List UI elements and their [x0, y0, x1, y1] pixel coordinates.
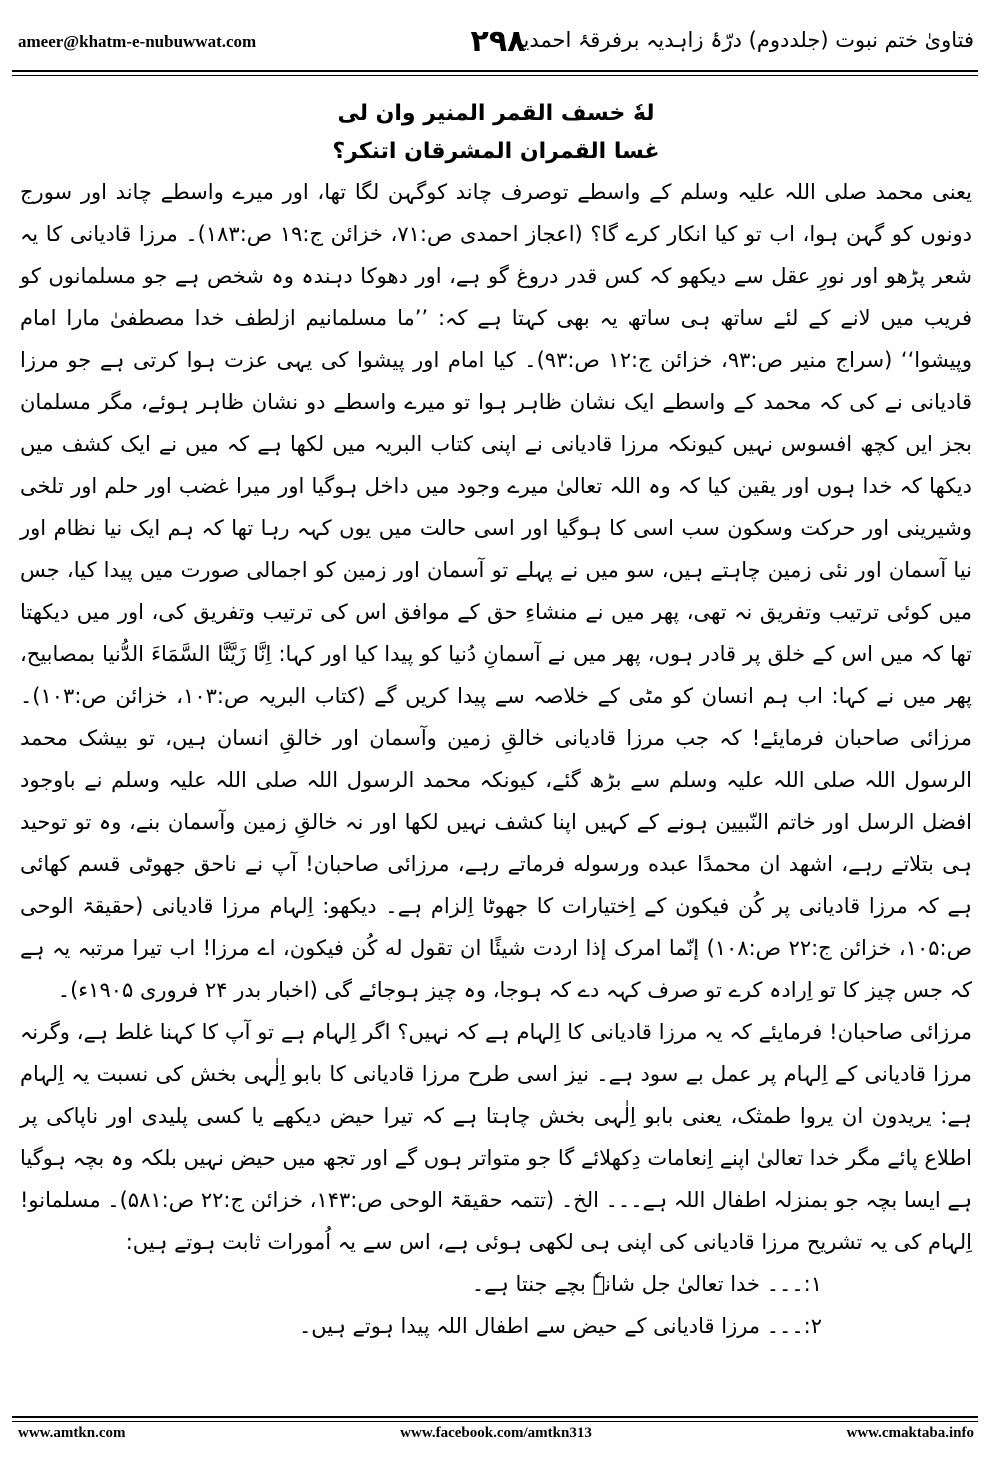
body-paragraph-1: یعنی محمد صلی اللہ علیہ وسلم کے واسطے توصرف چاند کوگہن لگا تھا، اور میرے واسطے چاند اور سورج دونوں کو گہن ہوا، اب تو کیا انکار کرے گا؟ (اعجاز احمدی ص:۷۱، خزائن ج:۱۹ ص:۱۸۳)۔ مرزا قادیانی کا یہ شعر پڑھو اور نورِ عقل سے دیکھو کہ کس قدر دروغ گو ہے، اور دھوکا دہندہ وہ شخص ہے جو مسلمانوں کو فریب میں لانے کے لئے ساتھ ہی ساتھ یہ بھی کہتا ہے کہ: ’’ما مسلمانیم ازلطف خدا مصطفیٰ مارا امام وپیشوا‘‘ (سراج منیر ص:۹۳، خزائن ج:۱۲ ص:۹۳)۔ کیا امام اور پیشوا کی یہی عزت ہوا کرتی ہے جو مرزا قادیانی نے کی کہ محمد کے واسطے ایک نشان ظاہر ہوا تو میرے واسطے دو نشان ظاہر ہوئے، مگر مسلمان بجز ایں کچھ افسوس نہیں کیونکہ مرزا قادیانی نے اپنی کتاب البریہ میں لکھا ہے کہ میں نے ایک کشف میں دیکھا کہ خدا ہوں اور یقین کیا کہ وہ اللہ تعالیٰ میرے وجود میں داخل ہوگیا اور میرا غضب اور حلم اور تلخی وشیرینی اور حرکت وسکون سب اسی کا ہوگیا اور اسی حالت میں یوں کہہ رہا تھا کہ ہم ایک نیا نظام اور نیا آسمان اور نئی زمین چاہتے ہیں، سو میں نے پہلے تو آسمان اور زمین کو اجمالی صورت میں پیدا کیا، جس میں کوئی ترتیب وتفریق نہ تھی، پھر میں نے منشاءِ حق کے موافق اس کی ترتیب وتفریق کی، اور میں دیکھتا تھا کہ میں اس کے خلق پر قادر ہوں، پھر میں نے آسمانِ دُنیا کو پیدا کیا اور کہا: اِنَّا زَیَّنَّا السَّمَاءَ الدُّنیا بمصابیح، پھر میں نے کہا: اب ہم انسان کو مٹی کے خلاصہ سے پیدا کریں گے (کتاب البریہ ص:۱۰۳، خزائن ص:۱۰۳)۔ مرزائی صاحبان فرمایئے! کہ جب مرزا قادیانی خالقِ زمین وآسمان اور خالقِ انسان ہیں، تو بیشک محمد الرسول اللہ صلی اللہ علیہ وسلم سے بڑھ گئے، کیونکہ محمد الرسول اللہ صلی اللہ علیہ وسلم نے باوجود افضل الرسل اور خاتم النّبیین ہونے کے کہیں اپنا کشف نہیں لکھا اور نہ خالقِ زمین وآسمان بنے، وہ تو توحید ہی بتلاتے رہے، اشهد ان محمدًا عبده ورسوله فرماتے رہے، مرزائی صاحبان! آپ نے ناحق جھوٹی قسم کھائی ہے کہ مرزا قادیانی پر کُن فیکون کے اِختیارات کا جھوٹا اِلزام ہے۔ دیکھو: اِلہام مرزا قادیانی (حقیقۃ الوحی ص:۱۰۵، خزائن ج:۲۲ ص:۱۰۸) إنّما امرک إذا اردت شيئًا ان تقول له کُن فيکون، اے مرزا! اب تیرا مرتبہ یہ ہے کہ جس چیز کا تو اِرادہ کرے تو صرف کہہ دے کہ ہوجا، وہ چیز ہوجائے گی (اخبار بدر ۲۴ فروری ۱۹۰۵ء)۔ [20, 180, 973, 1002]
arabic-verse-line-1: لهٗ خسف القمر المنير وان لی [337, 101, 655, 126]
page-number: ۲۹۸ [470, 24, 526, 59]
page-body [20, 95, 972, 1395]
header-divider [12, 70, 978, 76]
page-footer [18, 1425, 974, 1451]
footer-link-cmaktaba[interactable]: www.cmaktaba.info [846, 1425, 974, 1441]
list-item: ۱:۔۔۔ خدا تعالیٰ جل شانہٗ بچے جنتا ہے۔ [471, 1272, 822, 1296]
list-item: ۲:۔۔۔ مرزا قادیانی کے حیض سے اطفال اللہ پیدا ہوتے ہیں۔ [298, 1314, 822, 1338]
footer-divider [12, 1416, 978, 1422]
header-email: ameer@khatm-e-nubuwwat.com [18, 32, 257, 51]
page-header [18, 26, 974, 62]
arabic-verse-line-2: غسا القمران المشرقان اتنکر؟ [332, 139, 660, 164]
conclusions-list [20, 1263, 972, 1347]
book-title: فتاویٰ ختم نبوت (جلددوم) درّۂ زاہدیہ برفرقۂ احمدیہ [511, 28, 974, 52]
body-paragraph-2: مرزائی صاحبان! فرمایئے کہ یہ مرزا قادیانی کا اِلہام ہے کہ نہیں؟ اگر اِلہام ہے تو آپ کا کہنا غلط ہے، وگرنہ مرزا قادیانی کے اِلہام پر عمل بے سود ہے۔ نیز اسی طرح مرزا قادیانی کا بابو اِلٰہی بخش کی نسبت یہ اِلہام ہے: يريدون ان يروا طمثک، یعنی بابو اِلٰہی بخش چاہتا ہے کہ تیرا حیض دیکھے یا کسی پلیدی اور ناپاکی پر اطلاع پائے مگر خدا تعالیٰ اپنے اِنعامات دِکھلائے گا جو متواتر ہوں گے اور تجھ میں حیض نہیں بلکہ وہ بچہ ہوگیا ہے ایسا بچہ جو بمنزلہ اطفال اللہ ہے۔۔۔ الخ۔ (تتمہ حقیقۃ الوحی ص:۱۴۳، خزائن ج:۲۲ ص:۵۸۱)۔ مسلمانو! اِلہام کی یہ تشریح مرزا قادیانی کی اپنی ہی لکھی ہوئی ہے، اس سے یہ اُمورات ثابت ہوتے ہیں: [20, 1020, 972, 1254]
footer-link-amtkn[interactable]: www.amtkn.com [18, 1425, 126, 1441]
footer-link-facebook[interactable]: www.facebook.com/amtkn313 [400, 1425, 592, 1441]
